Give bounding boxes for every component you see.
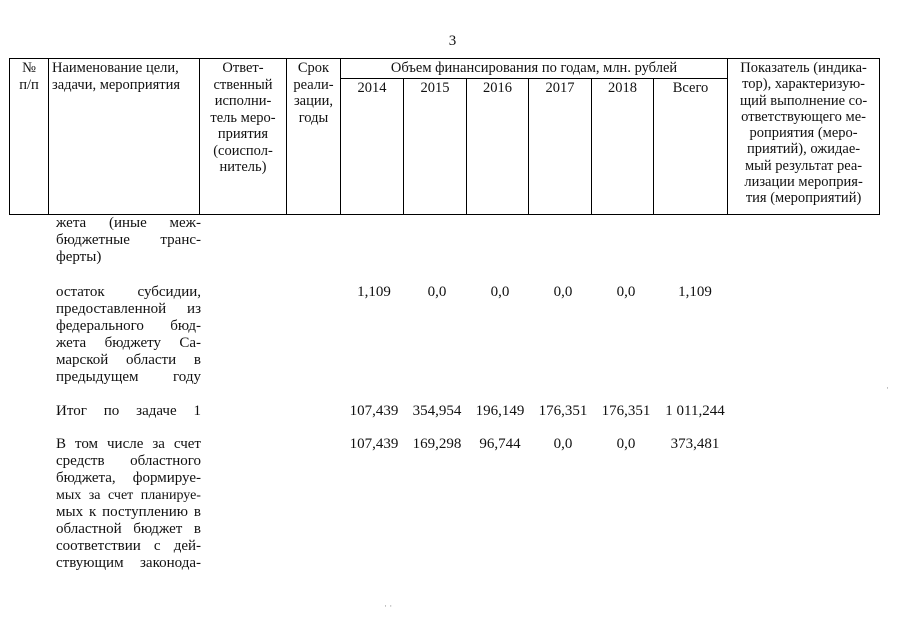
header-year-2016: 2016 (467, 78, 529, 215)
table-row-desc: Итог по задаче 1 (56, 403, 201, 419)
value-total: 373,481 (670, 436, 720, 452)
header-indicator-cell: Показатель (индика- тор), характеризую- щий выполнение со- ответствующего ме- роприятия (меро- приятий), ожидае- мый результат реа- лизации мероприя- тия (мероприятий) (728, 59, 880, 215)
header-funding-title: Объем финансирования по годам, млн. рублей (341, 59, 728, 79)
value-2015: 0,0 (427, 284, 447, 300)
value-2014: 107,439 (349, 403, 399, 419)
value-total: 1,109 (678, 284, 712, 300)
value-2017: 0,0 (553, 284, 573, 300)
header-year-total: Всего (654, 78, 728, 215)
value-2017: 0,0 (553, 436, 573, 452)
value-2014: 107,439 (349, 436, 399, 452)
header-responsible-cell: Ответ- ственный исполни- тель меро- приятия (соиспол- нитель) (200, 59, 287, 215)
scan-speck: · · (384, 601, 393, 611)
header-num-cell: № п/п (10, 59, 49, 215)
header-year-2014: 2014 (341, 78, 404, 215)
value-2015: 169,298 (412, 436, 462, 452)
table-row-desc: остаток субсидии, предоставленной из федерального бюд- жета бюджету Са- марской области в предыдущем году (56, 284, 201, 385)
value-2016: 196,149 (475, 403, 525, 419)
value-2016: 0,0 (490, 284, 510, 300)
value-2014: 1,109 (357, 284, 391, 300)
table-row-desc: жета (иные меж- бюджетные транс- ферты) (56, 215, 201, 265)
value-2018: 0,0 (616, 284, 636, 300)
value-total: 1 011,244 (665, 403, 725, 419)
scan-speck: · (886, 383, 889, 393)
header-year-2017: 2017 (529, 78, 592, 215)
value-2018: 0,0 (616, 436, 636, 452)
header-year-2015: 2015 (404, 78, 467, 215)
header-name-cell: Наименование цели, задачи, мероприятия (49, 59, 200, 215)
header-year-2018: 2018 (592, 78, 654, 215)
header-term-cell: Срок реали- зации, годы (287, 59, 341, 215)
value-2018: 176,351 (601, 403, 651, 419)
value-2017: 176,351 (538, 403, 588, 419)
table-row-desc: В том числе за счет средств областного бюджета, формируе- мых за счет планируе- мых к поступлению в областной бюджет в соответствии с дей- ствующим законода- (56, 436, 201, 571)
page-number: 3 (448, 33, 457, 49)
value-2016: 96,744 (479, 436, 521, 452)
value-2015: 354,954 (412, 403, 462, 419)
